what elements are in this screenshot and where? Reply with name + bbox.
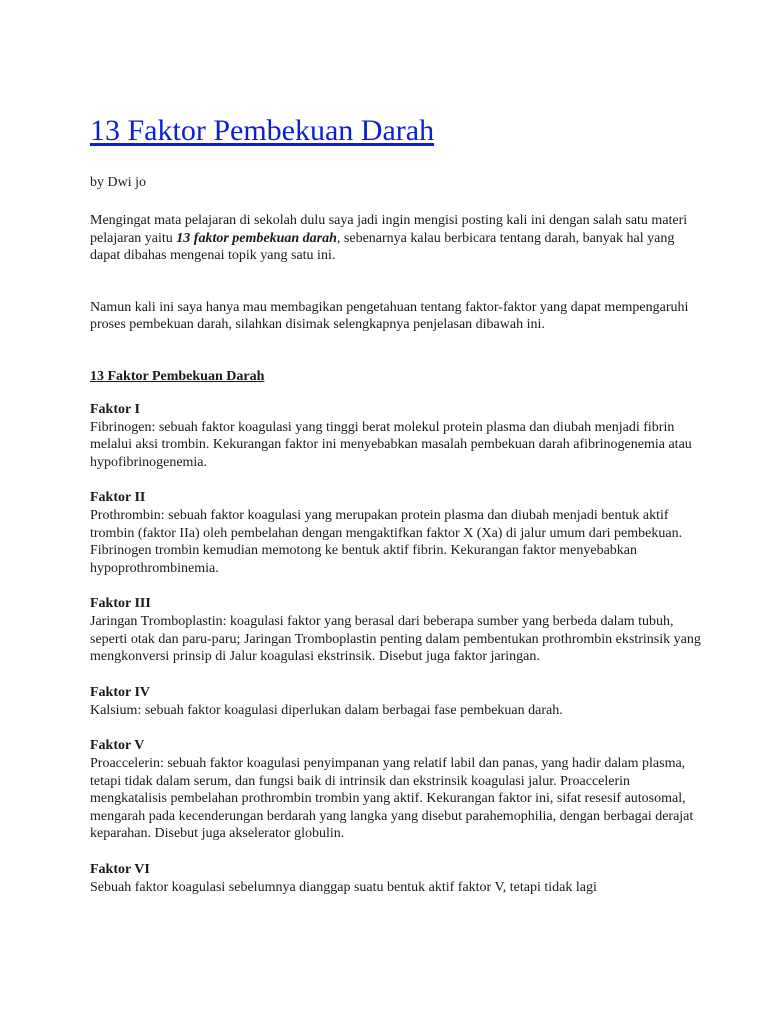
factor-block: [90, 684, 708, 720]
factor-name: Faktor IV: [90, 684, 151, 700]
factor-block: [90, 861, 708, 897]
intro-text-before: Mengingat mata pelajaran di sekolah dulu saya jadi ingin mengisi posting kali ini dengan salah satu materi pelajaran yaitu: [90, 213, 688, 246]
article-title-link[interactable]: 13 Faktor Pembekuan Darah: [90, 114, 435, 147]
article-byline: by Dwi jo: [90, 175, 146, 190]
factor-description: Fibrinogen: sebuah faktor koagulasi yang tinggi berat molekul protein plasma dan diubah menjadi fibrin melalui aksi trombin. Kekurangan faktor ini menyebabkan masalah pembekuan darah afibrinogenemia atau hypofibrinogenemia.: [90, 419, 692, 470]
factor-block: [90, 737, 708, 843]
intro-text-after: , sebenarnya kalau berbicara tentang darah, banyak hal yang dapat dibahas mengenai topik yang satu ini.: [90, 230, 675, 263]
intro-paragraph-1: [90, 212, 708, 265]
factor-block: [90, 595, 708, 666]
factor-name: Faktor II: [90, 490, 146, 505]
factor-description: Prothrombin: sebuah faktor koagulasi yang merupakan protein plasma dan diubah menjadi bentuk aktif trombin (faktor IIa) oleh pembelahan dengan mengaktifkan faktor X (Xa) di jalur umum dari pembekuan. Fibrinogen trombin kemudian memotong ke bentuk aktif fibrin. Kekurangan faktor menyebabkan hypoprothrombinemia.: [90, 508, 683, 576]
factor-description: Kalsium: sebuah faktor koagulasi diperlukan dalam berbagai fase pembekuan darah.: [90, 702, 563, 718]
factor-description: Sebuah faktor koagulasi sebelumnya dianggap suatu bentuk aktif faktor V, tetapi tidak lagi: [90, 879, 597, 895]
factor-name: Faktor I: [90, 401, 140, 417]
intro-paragraph-2: Namun kali ini saya hanya mau membagikan pengetahuan tentang faktor-faktor yang dapat mempengaruhi proses pembekuan darah, silahkan disimak selengkapnya penjelasan dibawah ini.: [90, 299, 689, 332]
factor-block: [90, 401, 708, 472]
intro-emphasis: 13 faktor pembekuan darah: [176, 230, 337, 246]
factor-description: Proaccelerin: sebuah faktor koagulasi penyimpanan yang relatif labil dan panas, yang hadir dalam plasma, tetapi tidak dalam serum, dan fungsi baik di intrinsik dan ekstrinsik koagulasi jalur. Proaccelerin mengkatalisis pembelahan prothrombin trombin yang aktif. Kekurangan faktor ini, sifat resesif autosomal, mengarah pada kecenderungan berdarah yang langka yang disebut parahemophilia, dengan berbagai derajat keparahan. Disebut juga akselerator globulin.: [90, 756, 694, 841]
factor-name: Faktor III: [90, 596, 151, 611]
factor-description: Jaringan Tromboplastin: koagulasi faktor yang berasal dari beberapa sumber yang berbeda dalam tubuh, seperti otak dan paru-paru; Jaringan Tromboplastin penting dalam pembentukan prothrombin ekstrinsik yang mengkonversi prinsip di Jalur koagulasi ekstrinsik. Disebut juga faktor jaringan.: [90, 614, 701, 664]
factor-name: Faktor VI: [90, 861, 150, 877]
factor-name: Faktor V: [90, 738, 145, 753]
factor-block: [90, 489, 708, 577]
section-heading: 13 Faktor Pembekuan Darah: [90, 368, 265, 384]
